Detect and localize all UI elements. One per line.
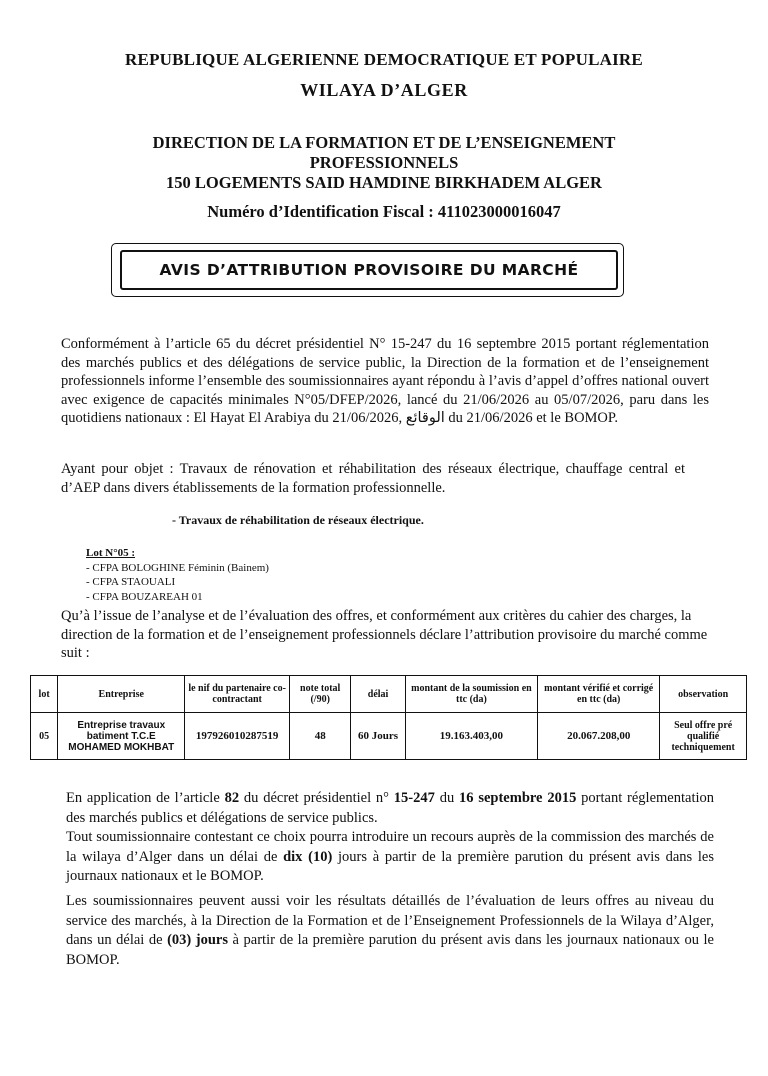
article-number: 82 [224, 790, 240, 806]
text-fragment: Les soumissionnaires peuvent aussi voir les résultats détaillés de l’évaluation de leurs offres au niveau du service des marchés, à la Direction de la Formation et de l’Enseignement Professionnels de la Wilaya d’Alger, dans un délai de [66, 893, 714, 948]
cell-delai: 60 Jours [351, 713, 405, 760]
evaluation-paragraph: Qu’à l’issue de l’analyse et de l’évaluation des offres, et conformément aux critères du cahier des charges, la direction de la formation et de l’enseignement professionnels déclare l’attribution provisoire du marché comme suit : [61, 608, 708, 661]
cell-note: 48 [290, 713, 351, 760]
header-montant-soumission: montant de la soumission en ttc (da) [405, 676, 537, 713]
header-note: note total (/90) [290, 676, 351, 713]
notice-title: AVIS D’ATTRIBUTION PROVISOIRE DU MARCHÉ [120, 250, 618, 290]
direction-heading [0, 133, 768, 193]
results-paragraph [66, 892, 714, 970]
text-fragment: portant réglementation des marchés publics et délégations de service publics. [66, 790, 715, 826]
wilaya-heading: WILAYA D’ALGER [300, 80, 468, 100]
header-observation: observation [660, 676, 747, 713]
lot-item: - CFPA BOUZAREAH 01 [86, 590, 203, 603]
cell-lot: 05 [31, 713, 58, 760]
consultation-days: (03) jours [167, 932, 229, 948]
table-header-row [31, 676, 747, 713]
application-paragraph [66, 789, 714, 887]
text-fragment: du [434, 790, 460, 806]
appeal-days: dix (10) [283, 848, 333, 865]
lot-item: - CFPA BOLOGHINE Féminin (Bainem) [86, 561, 269, 574]
direction-line-1: DIRECTION DE LA FORMATION ET DE L’ENSEIGNEMENT [152, 133, 616, 152]
object-paragraph: Ayant pour objet : Travaux de rénovation et réhabilitation des réseaux électrique, chauffage central et d’AEP dans divers établissements de la formation professionnelle. [61, 461, 685, 496]
address-line: 150 LOGEMENTS SAID HAMDINE BIRKHADEM ALGER [166, 173, 602, 192]
header-delai: délai [351, 676, 405, 713]
decree-number: 15-247 [393, 790, 435, 806]
text-fragment: jours à partir de la premiѐre parution du présent avis dans les journaux nationaux et le BOMOP. [66, 848, 715, 884]
direction-line-2: PROFESSIONNELS [309, 153, 459, 172]
header-entreprise: Entreprise [58, 676, 185, 713]
republic-heading: REPUBLIQUE ALGERIENNE DEMOCRATIQUE ET POPULAIRE [125, 50, 643, 69]
decree-date: 16 septembre 2015 [459, 790, 577, 806]
cell-nif: 197926010287519 [185, 713, 290, 760]
table-row [31, 713, 747, 760]
header-lot: lot [31, 676, 58, 713]
cell-montant-verifie: 20.067.208,00 [538, 713, 660, 760]
lot-title: Lot N°05 : [86, 547, 136, 559]
attribution-table [30, 675, 747, 760]
text-fragment: Tout soumissionnaire contestant ce choix pourra introduire un recours auprès de la commission des marchés de la wilaya d’Alger dans un délai de [66, 829, 714, 865]
cell-montant-soumission: 19.163.403,00 [405, 713, 537, 760]
cell-observation: Seul offre pré qualifié techniquement [660, 713, 747, 760]
lot-item: - CFPA STAOUALI [86, 576, 176, 588]
intro-paragraph: Conformément à l’article 65 du décret présidentiel N° 15-247 du 16 septembre 2015 portant réglementation des marchés publics et des délégations de service public, la Direction de la formation et de l’enseignement professionnels informe l’ensemble des soumissionnaires ayant répondu à l’avis d’appel d’offres national ouvert avec exigence de capacités minimales N°05/DFEP/2026, lancé du 21/06/2026 au 05/07/2026, paru dans les quotidiens nationaux : El Hayat El Arabiya du 21/06/2026, الوقائع du 21/06/2026 et le BOMOP. [61, 336, 709, 426]
header-nif: le nif du partenaire co-contractant [185, 676, 290, 713]
text-fragment: à partir de la premiѐre parution du présent avis dans les journaux nationaux ou le BOMOP. [66, 932, 714, 968]
header-montant-verifie: montant vérifié et corrigé en ttc (da) [538, 676, 660, 713]
lot-block [86, 546, 269, 604]
fiscal-id: Numéro d’Identification Fiscal : 411023000016047 [207, 202, 561, 221]
text-fragment: du décret présidentiel n° [239, 790, 394, 806]
cell-entreprise: Entreprise travaux batiment T.C.E MOHAMED MOKHBAT [58, 713, 185, 760]
text-fragment: En application de l’article [66, 790, 225, 806]
subject-line: - Travaux de réhabilitation de réseaux électrique. [172, 513, 424, 527]
